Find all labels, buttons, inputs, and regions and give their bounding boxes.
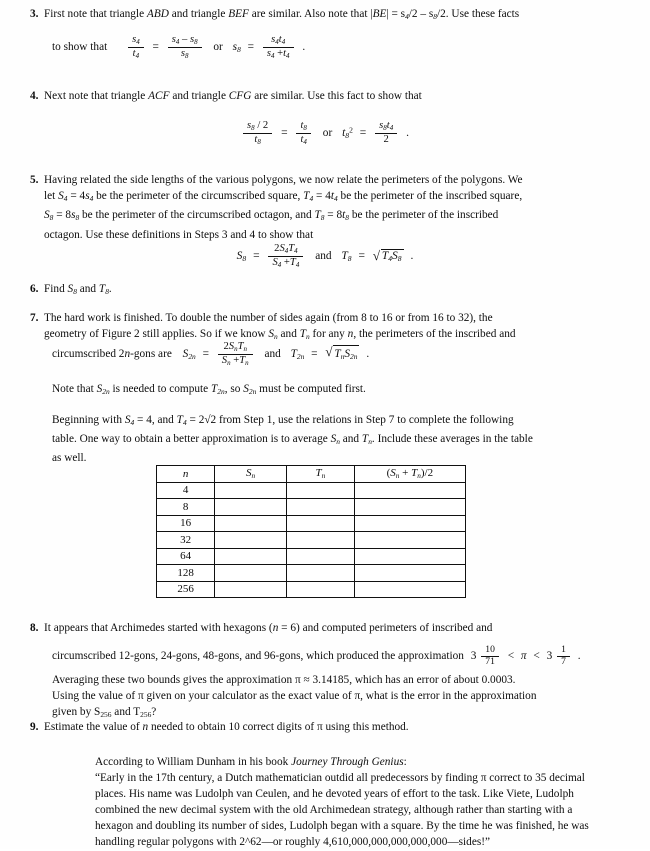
item-4-equation	[0, 120, 650, 146]
fraction-t8-over-t4	[296, 120, 310, 146]
cell-sn-blank[interactable]	[215, 565, 287, 582]
item-7-equation	[183, 341, 369, 367]
cell-n-value: 32	[157, 532, 215, 549]
cell-n-value: 4	[157, 482, 215, 499]
fraction-denominator: $t_4$	[132, 47, 140, 60]
item-4-number: 4.	[30, 90, 39, 102]
item-3-number: 3.	[30, 8, 39, 20]
s8-symbol: $s_8$	[232, 40, 241, 54]
item-3-sub-8: 8	[433, 12, 437, 21]
perimeter-table	[156, 465, 466, 598]
equals-sign: =	[358, 249, 365, 262]
table-row	[157, 565, 466, 582]
item-5-line-2: let $S_4 = 4s_4$ be the perimeter of the circumscribed square, $T_4 = 4t_4$ be the perimeter of the inscribed square,	[44, 190, 523, 204]
cell-avg-blank[interactable]	[354, 581, 465, 598]
S2n-symbol: $S_{2n}$	[243, 383, 257, 396]
cell-tn-blank[interactable]	[286, 565, 354, 582]
item-9-number: 9.	[30, 721, 39, 733]
list-item-4	[22, 88, 632, 104]
T4-symbol: $T_4$	[176, 414, 187, 427]
S8-symbol: $S_8$	[67, 283, 77, 296]
item-8-line-1: It appears that Archimedes started with hexagons (n = 6) and computed perimeters of inscribed and	[44, 622, 493, 634]
cell-sn-blank[interactable]	[215, 581, 287, 598]
period-4: .	[406, 126, 409, 139]
list-item-6	[22, 281, 632, 300]
beginning-line-3: as well.	[52, 452, 87, 465]
and-word-7: and	[264, 347, 281, 360]
T8-symbol: $T_8$	[98, 283, 109, 296]
quote-attribution: According to William Dunham in his book Journey Through Genius:	[95, 756, 407, 768]
fraction-numerator: $s_4 - s_8$	[168, 34, 202, 48]
item-8-line-3: Averaging these two bounds gives the approximation π ≈ 3.14185, which has an error of about 0.0003.	[52, 674, 516, 686]
cell-avg-blank[interactable]	[354, 532, 465, 549]
quote-line: hexagon and doubling its number of sides, Ludolph began with a square. By the time he was finished, he was	[95, 820, 589, 833]
item-5-line-1: Having related the side lengths of the various polygons, we now relate the perimeters of the polygons. We	[44, 174, 523, 186]
two-root-two: 2√2	[198, 414, 217, 426]
mixed-whole-high: 3	[546, 649, 553, 662]
column-header-tn: $T_n$	[286, 466, 354, 483]
table-row	[157, 482, 466, 499]
item-3-equation	[126, 34, 305, 60]
fraction-s4-over-t4	[128, 34, 144, 60]
item-5-equation	[0, 243, 650, 269]
T8-equals-8t8: $T_8 = 8t_8$	[314, 209, 350, 223]
cell-n-value: 128	[157, 565, 215, 582]
cell-tn-blank[interactable]	[286, 581, 354, 598]
dunham-quote-block	[95, 754, 593, 851]
column-header-average: $(S_n + T_n)/2$	[354, 466, 465, 483]
item-3-body	[44, 6, 624, 25]
and-word-5: and	[315, 249, 332, 262]
item-8-line-4: Using the value of π given on your calculator as the exact value of π, what is the error in the approximation	[52, 690, 537, 703]
item-9-body: Estimate the value of n needed to obtain 10 correct digits of π using this method.	[44, 721, 409, 733]
cell-n-value: 64	[157, 548, 215, 565]
fraction-denominator: $s_4 +t_4$	[266, 47, 290, 60]
equals-sign: =	[202, 347, 209, 360]
fraction-denominator: $t_8$	[254, 133, 261, 146]
item-4-line1-b: and triangle	[169, 90, 229, 102]
beginning-line-2: table. One way to obtain a better approximation is to average $S_n$ and $T_n$. Include these averages in the table	[52, 433, 533, 447]
S8-symbol: $S_8$	[236, 249, 247, 263]
T2n-symbol: $T_{2n}$	[211, 383, 225, 396]
cell-tn-blank[interactable]	[286, 482, 354, 499]
Sn-symbol: $S_n$	[268, 328, 278, 342]
item-5-line-4: octagon. Use these definitions in Steps 3 and 4 to show that	[44, 228, 314, 241]
less-than-1: <	[507, 649, 515, 662]
item-3-line1-a: First note that triangle	[44, 8, 147, 20]
triangle-cfg: CFG	[228, 90, 252, 102]
item-3-equation-line	[52, 34, 612, 60]
Sn-symbol: $S_n$	[330, 433, 340, 447]
quote-line: “Early in the 17th century, a Dutch mathematician outdid all predecessors by finding π correct to 35 decimal	[95, 772, 585, 785]
item-3-line1-b: and triangle	[168, 8, 229, 20]
cell-n-value: 8	[157, 499, 215, 516]
or-word-4: or	[322, 126, 333, 139]
fraction-denominator: $S_n +T_n$	[221, 354, 249, 367]
T8-symbol: $T_8$	[341, 249, 352, 263]
cell-avg-blank[interactable]	[354, 548, 465, 565]
book-title: Journey Through Genius	[291, 756, 404, 768]
triangle-abd: ABD	[146, 8, 169, 20]
archimedes-bounds	[471, 645, 581, 667]
fraction-s4t4-over-s4-plus-t4	[263, 34, 294, 60]
fraction-2S4T4-over-S4-plus-T4	[268, 243, 303, 269]
triangle-acf: ACF	[148, 90, 170, 102]
Tn-symbol: $T_n$	[299, 328, 310, 342]
sqrt-TnS2n: √ $T_nS_{2n}$	[325, 345, 359, 365]
item-8-tail	[52, 672, 630, 724]
beginning-line-1: Beginning with $S_4 = 4$, and $T_4 = 2√2$ from Step 1, use the relations in Step 7 to complete the following	[52, 414, 514, 427]
S4-symbol: $S_4$	[124, 414, 135, 427]
S4-equals-4s4: $S_4 = 4s_4$	[58, 190, 94, 204]
period-8: .	[577, 649, 581, 662]
list-item-8	[22, 620, 632, 636]
cell-n-value: 256	[157, 581, 215, 598]
equals-sign: =	[281, 126, 288, 139]
item-7-line-1: The hard work is finished. To double the number of sides again (from 8 to 16 or from 16 to 32), the	[44, 312, 493, 324]
fraction-s8-over-2-over-t8	[243, 120, 272, 146]
quote-line: places. His name was Ludolph van Ceulen, and he devoted years of effort to the task. Like Viete, Ludolph	[95, 788, 574, 801]
item-5-body	[44, 172, 622, 243]
equals-sign: =	[253, 249, 260, 262]
pi-symbol: π	[520, 649, 527, 662]
table-header-row	[157, 466, 466, 483]
equals-sign: =	[152, 40, 159, 53]
item-7-beginning-paragraph	[52, 412, 632, 467]
S8-equals-8s8: $S_8 = 8s_8$	[44, 209, 80, 223]
period-5: .	[410, 249, 414, 262]
segment-be: BE	[372, 8, 387, 20]
item-7-note: Note that $S_{2n}$ is needed to compute $T_{2n}$, so $S_{2n}$ must be computed first.	[52, 383, 366, 396]
cell-tn-blank[interactable]	[286, 499, 354, 516]
list-item-3	[22, 6, 632, 25]
cell-avg-blank[interactable]	[354, 482, 465, 499]
fraction-denominator: 7	[561, 655, 566, 667]
table-row	[157, 548, 466, 565]
item-8-number: 8.	[30, 622, 39, 634]
list-item-5	[22, 172, 632, 243]
item-8-body	[44, 620, 622, 636]
fraction-numerator: $t_8$	[296, 120, 310, 134]
equals-sign: =	[359, 126, 367, 139]
equals-sign: =	[247, 40, 254, 53]
table-row	[157, 515, 466, 532]
T2n-symbol: $T_{2n}$	[290, 347, 305, 361]
sub-256-s: 256	[100, 710, 112, 720]
item-3-line1-e: /2 – s	[408, 8, 434, 20]
fraction-denominator: $s_8$	[180, 47, 189, 60]
item-7-line-2: geometry of Figure 2 still applies. So if we know $S_n$ and $T_n$ for any n, the perimeters of the inscribed and	[44, 328, 516, 342]
cell-sn-blank[interactable]	[215, 532, 287, 549]
quote-line: combined the new decimal system with the old Archimedean strategy, although rather than starting with a	[95, 804, 573, 817]
quote-line: handling regular polygons with 2^62—or roughly 4,610,000,000,000,000,000—sides!”	[95, 836, 491, 849]
fraction-denominator: $t_4$	[300, 133, 307, 146]
item-7-equation-line: circumscribed 2n-gons are $S_{2n}$ = $\frac{2S_nT_n}{S_n +T_n}$ and $T_{2n}$ = √ $T_nS_{2n}$ .	[52, 341, 632, 367]
item-3-line1-c: are similar. Also note that |	[248, 8, 373, 20]
fraction-s8t4-over-2	[375, 120, 397, 146]
fraction-numerator: $2S_nT_n$	[218, 341, 253, 355]
item-5-number: 5.	[30, 174, 39, 186]
cell-avg-blank[interactable]	[354, 515, 465, 532]
cell-avg-blank[interactable]	[354, 565, 465, 582]
item-5-line-3: $S_8 = 8s_8$ be the perimeter of the circumscribed octagon, and $T_8 = 8t_8$ be the perimeter of the inscribed	[44, 209, 499, 223]
cell-sn-blank[interactable]	[215, 515, 287, 532]
t8-squared: $t_8^2$	[342, 125, 353, 140]
fraction-numerator: 1	[557, 645, 570, 657]
table-row	[157, 532, 466, 549]
item-4-line1-a: Next note that triangle	[44, 90, 149, 102]
sub-256-t: 256	[140, 710, 152, 720]
item-4-body	[44, 88, 624, 104]
or-word-3: or	[213, 40, 223, 53]
equals-sign: =	[311, 347, 318, 360]
cell-tn-blank[interactable]	[286, 548, 354, 565]
item-4-line1-c: are similar. Use this fact to show that	[251, 90, 422, 102]
S2n-symbol: $S_{2n}$	[182, 347, 196, 361]
list-item-9	[22, 719, 632, 735]
cell-n-value: 16	[157, 515, 215, 532]
table-row	[157, 499, 466, 516]
less-than-2: <	[533, 649, 540, 662]
item-8-bounds-line: circumscribed 12-gons, 24-gons, 48-gons, and 96-gons, which produced the approximation 3 $\frac{10}{71}$ < π < 3 $\frac{1}{7}$ .	[52, 644, 581, 667]
fraction-numerator: $s_4$	[128, 34, 144, 48]
item-3-line1-f: /2. Use these facts	[437, 8, 520, 20]
fraction-denominator: $S_4 +T_4$	[272, 256, 300, 269]
cell-tn-blank[interactable]	[286, 532, 354, 549]
cell-sn-blank[interactable]	[215, 499, 287, 516]
mixed-whole-low: 3	[470, 649, 477, 662]
fraction-numerator: $2S_4T_4$	[268, 243, 303, 257]
period-7: .	[366, 347, 370, 360]
item-3-line1-d: | = s	[386, 8, 406, 20]
fraction-s4-minus-s8-over-s8	[168, 34, 202, 60]
cell-sn-blank[interactable]	[215, 482, 287, 499]
sqrt-T4S8: √ $T_4S_8$	[373, 249, 404, 263]
fraction-numerator: $s_4t_4$	[263, 34, 294, 48]
table-row	[157, 581, 466, 598]
triangle-bef: BEF	[228, 8, 249, 20]
S2n-symbol: $S_{2n}$	[96, 383, 110, 396]
period-3: .	[302, 40, 306, 53]
column-header-n: n	[157, 466, 215, 483]
fraction-denominator: 2	[383, 134, 389, 146]
item-8-line-5: given by $S_{256}$ and $T_{256}$?	[52, 706, 157, 720]
fraction-2SnTn-over-Sn-plus-Tn	[218, 341, 253, 367]
T4-equals-4t4: $T_4 = 4t_4$	[303, 190, 338, 204]
cell-tn-blank[interactable]	[286, 515, 354, 532]
item-6-body: Find $S_8$ and $T_8$.	[44, 283, 112, 296]
Tn-symbol: $T_n$	[361, 433, 372, 447]
fraction-numerator: 10	[481, 645, 499, 657]
item-3-sub-4: 4	[405, 12, 409, 21]
fraction-1-over-7	[557, 645, 570, 667]
cell-sn-blank[interactable]	[215, 548, 287, 565]
fraction-10-over-71	[481, 645, 499, 667]
fraction-numerator: $s_8 / 2$	[243, 120, 272, 134]
cell-avg-blank[interactable]	[354, 499, 465, 516]
fraction-numerator: $s_8t_4$	[375, 120, 397, 134]
column-header-sn: $S_n$	[215, 466, 287, 483]
item-3-lead-text: to show that	[52, 40, 108, 53]
item-6-number: 6.	[30, 283, 39, 295]
item-7-number: 7.	[30, 312, 39, 324]
fraction-denominator: 71	[485, 655, 495, 667]
